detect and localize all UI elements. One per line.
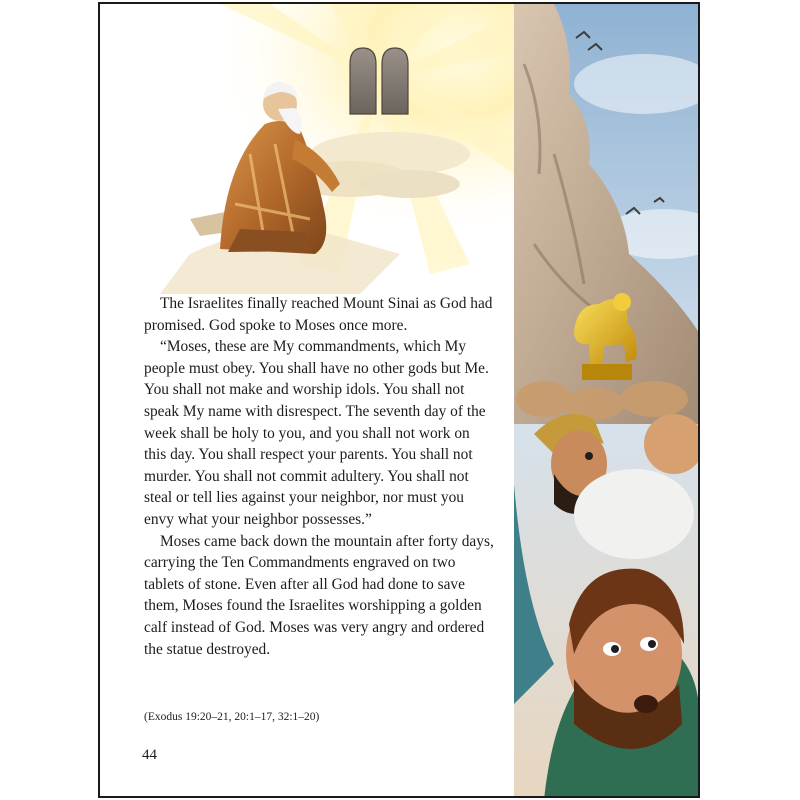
paragraph-golden-calf: Moses came back down the mountain after forty days, carrying the Ten Commandments engraved on two tablets of stone. Even after all God had done to save them, Moses found the Israelites worshipping a golden calf instead of God. Moses was very angry and ordered the statue destroyed. [144,532,494,658]
israelites-golden-calf-illustration [514,4,700,796]
paragraph-commandments: “Moses, these are My commandments, which My people must obey. You shall have no other gods but Me. You shall not make and worship idols. You shall not speak My name with disrespect. The seventh day of the week shall be holy to you, and you shall not work on this day. You shall respect your parents. You shall not murder. You shall not commit adultery. You shall not steal or tell lies against your neighbor, nor must you envy what your neighbor possesses.” [144,338,489,528]
scripture-citation: (Exodus 19:20–21, 20:1–17, 32:1–20) [144,711,320,723]
moses-receiving-tablets-illustration [100,4,514,294]
story-text [144,293,494,660]
paragraph-intro: The Israelites finally reached Mount Sinai as God had promised. God spoke to Moses once more. [144,295,493,334]
golden-calf-illustration-panel [514,4,700,796]
text-column [100,4,514,796]
page-number: 44 [142,747,157,763]
book-page [98,2,700,798]
